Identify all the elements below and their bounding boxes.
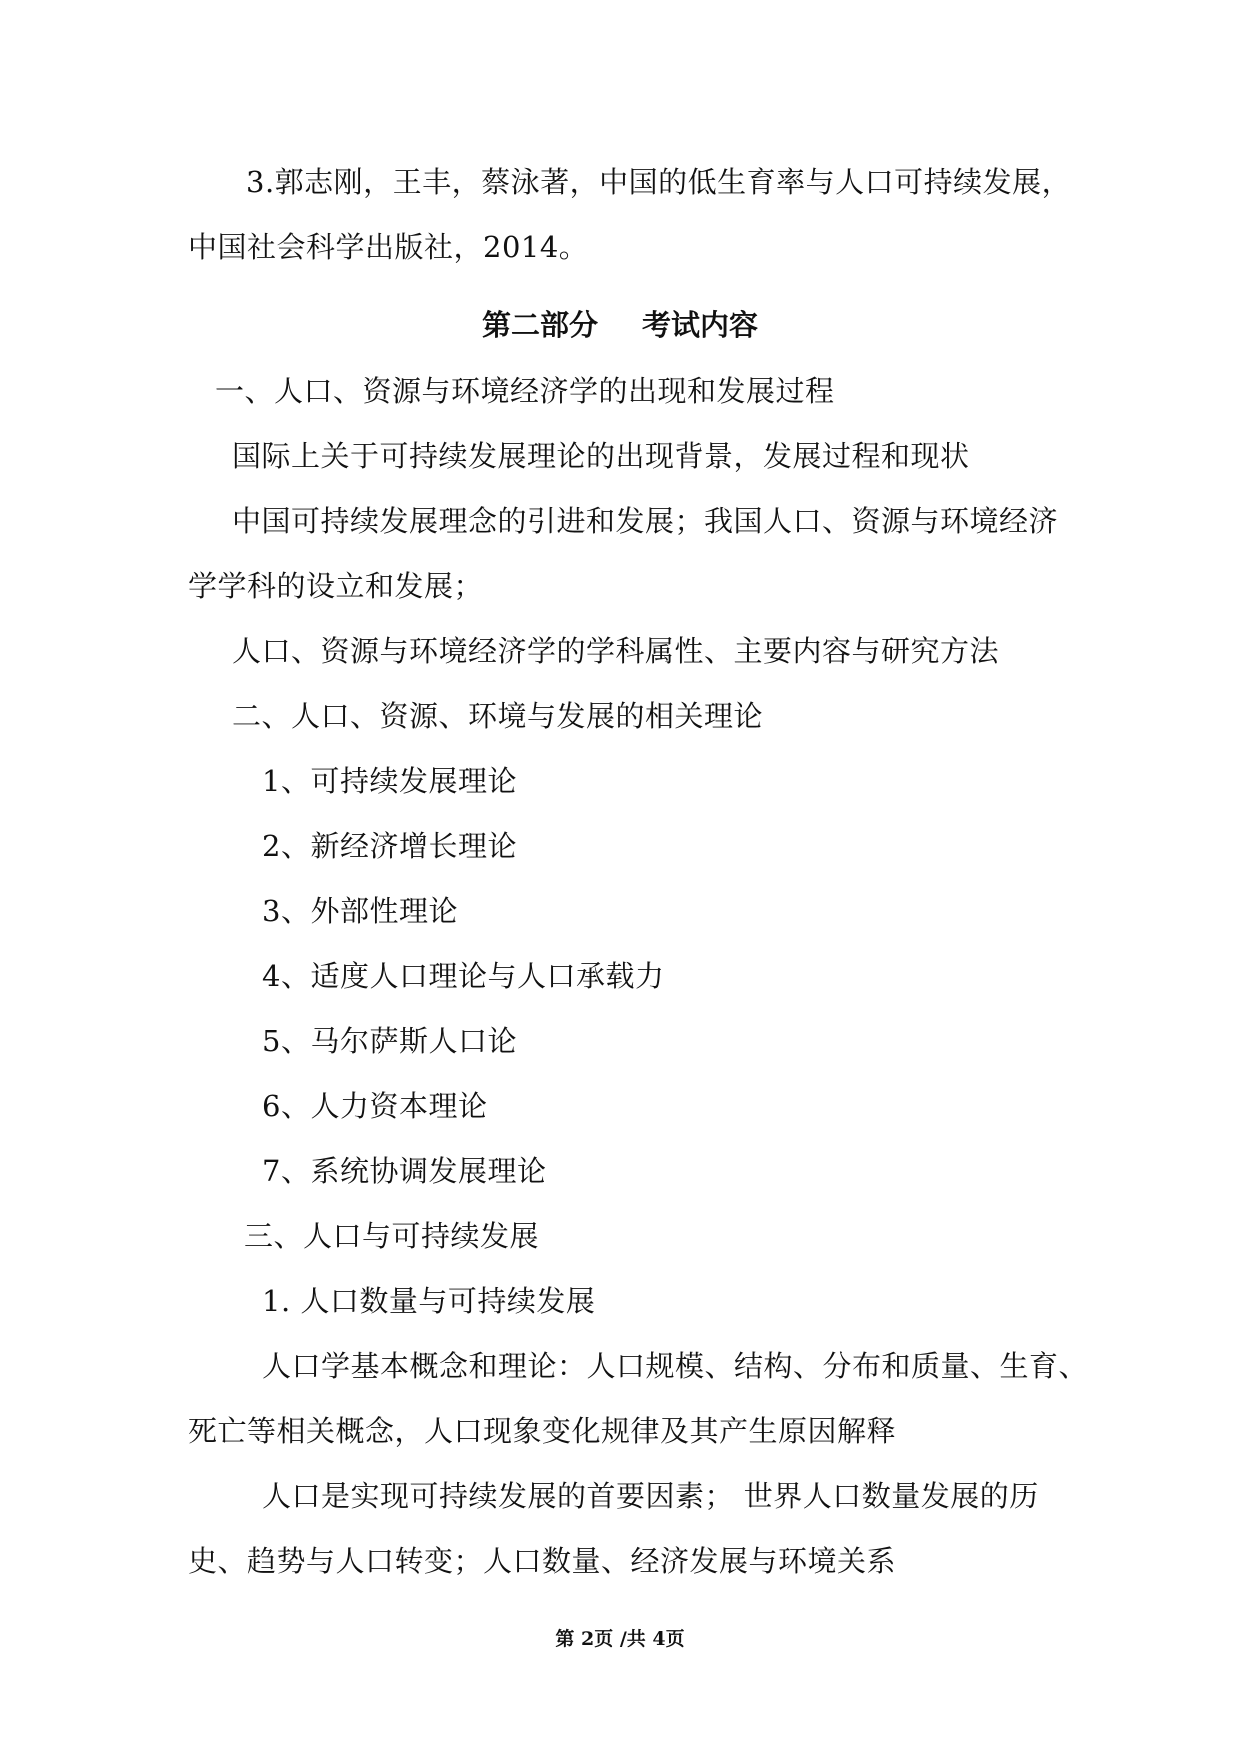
section-3-subheading-1: 1. 人口数量与可持续发展 <box>262 1284 596 1318</box>
section-3-title: 三、人口与可持续发展 <box>244 1219 540 1253</box>
section-heading <box>0 308 1240 342</box>
section-1-title: 一、人口、资源与环境经济学的出现和发展过程 <box>215 374 835 408</box>
section-3-paragraph-2-line-1: 人口是实现可持续发展的首要因素； 世界人口数量发展的历 <box>262 1479 1039 1513</box>
theory-list-item: 5、马尔萨斯人口论 <box>262 1024 517 1058</box>
section-1-paragraph-2-line-2: 学学科的设立和发展； <box>188 569 484 603</box>
section-3-paragraph-1-line-1: 人口学基本概念和理论：人口规模、结构、分布和质量、生育、 <box>262 1349 1089 1383</box>
heading-part: 第二部分 <box>481 308 598 342</box>
section-1-paragraph-1: 国际上关于可持续发展理论的出现背景，发展过程和现状 <box>232 439 970 473</box>
reference-line-2: 中国社会科学出版社，2014。 <box>188 230 589 264</box>
theory-list-item: 2、新经济增长理论 <box>262 829 517 863</box>
section-3-paragraph-2-line-2: 史、趋势与人口转变；人口数量、经济发展与环境关系 <box>188 1544 897 1578</box>
section-1-paragraph-2-line-1: 中国可持续发展理念的引进和发展；我国人口、资源与环境经济 <box>232 504 1059 538</box>
section-1-paragraph-3: 人口、资源与环境经济学的学科属性、主要内容与研究方法 <box>232 634 1000 668</box>
theory-list-item: 7、系统协调发展理论 <box>262 1154 547 1188</box>
section-3-paragraph-1-line-2: 死亡等相关概念，人口现象变化规律及其产生原因解释 <box>188 1414 897 1448</box>
page-number: 第 2页 /共 4页 <box>555 1628 685 1650</box>
reference-line-1: 3.郭志刚，王丰，蔡泳著，中国的低生育率与人口可持续发展， <box>246 165 1072 199</box>
heading-title: 考试内容 <box>642 308 759 342</box>
theory-list-item: 6、人力资本理论 <box>262 1089 488 1123</box>
theory-list-item: 4、适度人口理论与人口承载力 <box>262 959 665 993</box>
section-2-title: 二、人口、资源、环境与发展的相关理论 <box>232 699 764 733</box>
theory-list-item: 1、可持续发展理论 <box>262 764 517 798</box>
theory-list-item: 3、外部性理论 <box>262 894 458 928</box>
